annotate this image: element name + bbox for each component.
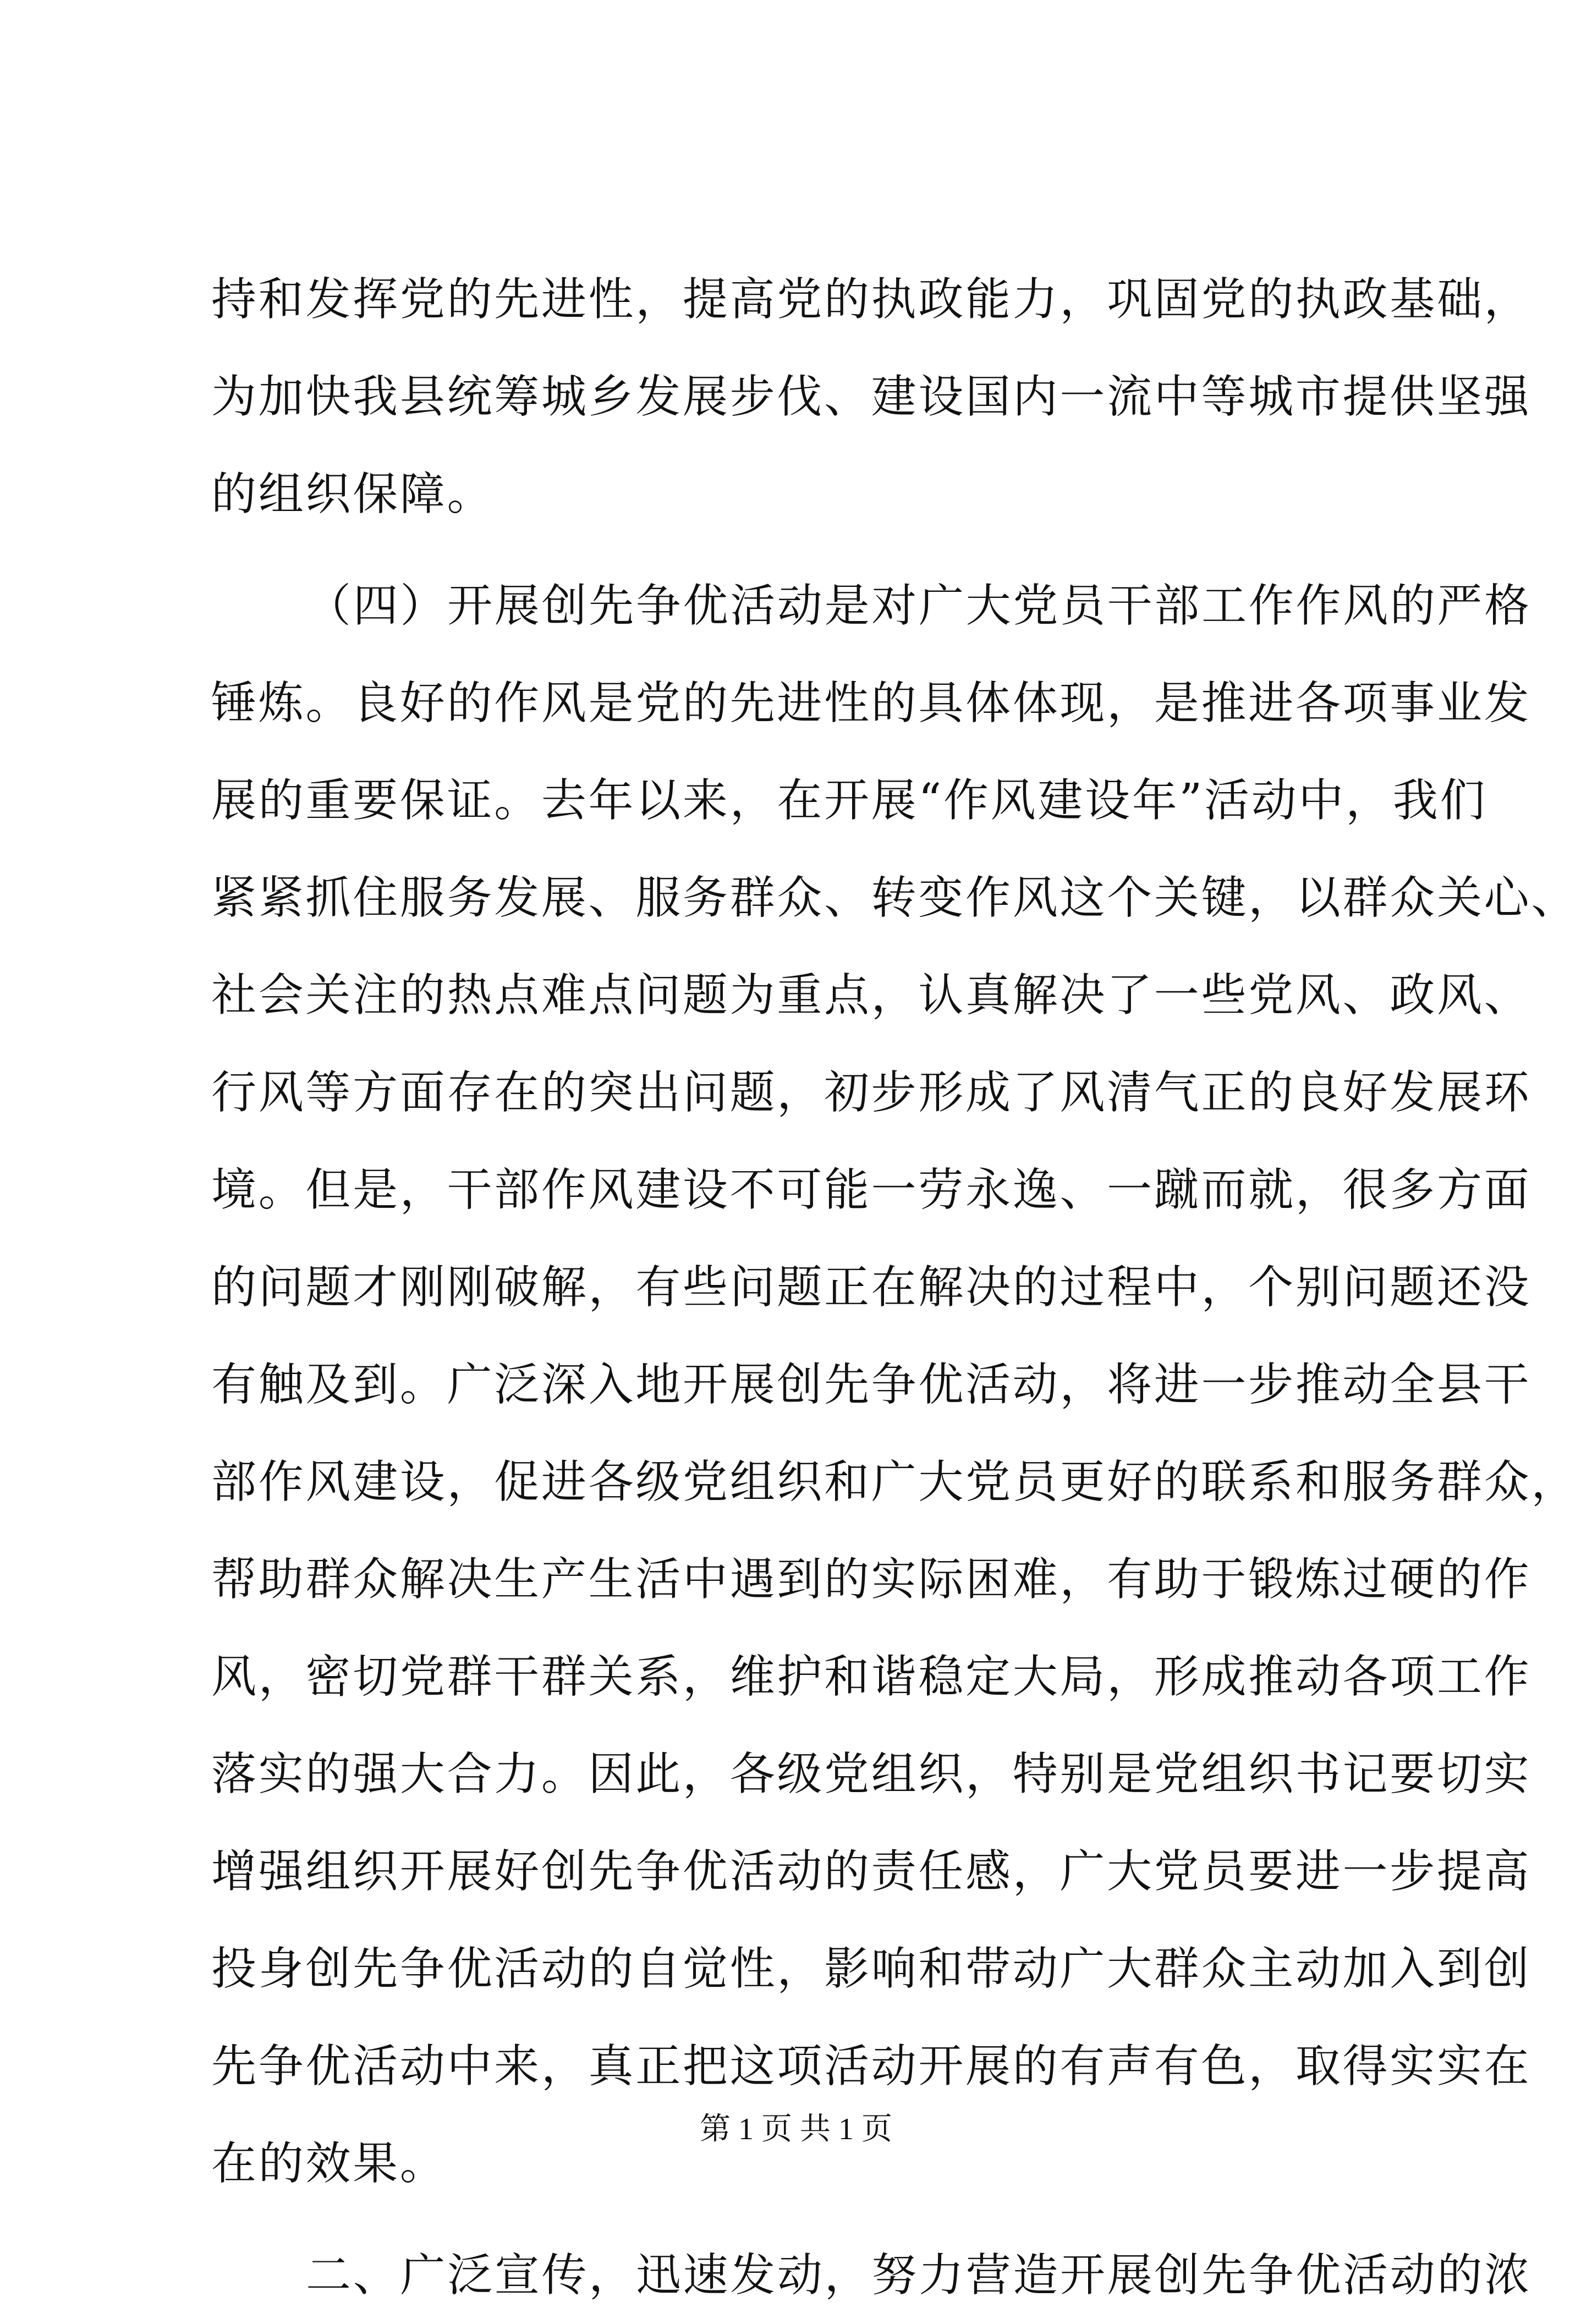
text-line-14: 帮助群众解决生产生活中遇到的实际困难，有助于锻炼过硬的作: [211, 1553, 1531, 1606]
text-line-7: 紧紧抓住服务发展、服务群众、转变作风这个关键，以群众关心、: [211, 872, 1579, 924]
text-line-21: 二、广泛宣传，迅速发动，努力营造开展创先争优活动的浓: [306, 2249, 1531, 2301]
text-line-6: 展的重要保证。去年以来，在开展“作风建设年”活动中，我们: [211, 774, 1487, 827]
text-line-4: （四）开展创先争优活动是对广大党员干部工作作风的严格: [306, 580, 1531, 632]
text-line-18: 投身创先争优活动的自觉性，影响和带动广大群众主动加入到创: [211, 1943, 1531, 1995]
text-line-5: 锤炼。良好的作风是党的先进性的具体体现，是推进各项事业发: [211, 677, 1531, 729]
text-line-8: 社会关注的热点难点问题为重点，认真解决了一些党风、政风、: [211, 969, 1531, 1021]
text-line-3: 的组织保障。: [211, 468, 495, 520]
text-line-11: 的问题才刚刚破解，有些问题正在解决的过程中，个别问题还没: [211, 1261, 1531, 1314]
text-line-17: 增强组织开展好创先争优活动的责任感，广大党员要进一步提高: [211, 1845, 1531, 1898]
text-line-2: 为加快我县统筹城乡发展步伐、建设国内一流中等城市提供坚强: [211, 371, 1531, 423]
paragraph-gap: [211, 543, 1388, 557]
text-line-9: 行风等方面存在的突出问题，初步形成了风清气正的良好发展环: [211, 1067, 1531, 1119]
text-line-1: 持和发挥党的先进性，提高党的执政能力，巩固党的执政基础，: [211, 273, 1531, 326]
text-line-10: 境。但是，干部作风建设不可能一劳永逸、一蹴而就，很多方面: [211, 1164, 1531, 1216]
paragraph-gap: [211, 2212, 1388, 2227]
text-line-12: 有触及到。广泛深入地开展创先争优活动，将进一步推动全县干: [211, 1359, 1531, 1411]
text-line-15: 风，密切党群干群关系，维护和谐稳定大局，形成推动各项工作: [211, 1651, 1531, 1703]
text-line-16: 落实的强大合力。因此，各级党组织，特别是党组织书记要切实: [211, 1748, 1531, 1800]
document-body: [211, 251, 1579, 2324]
text-line-19: 先争优活动中来，真正把这项活动开展的有声有色，取得实实在: [211, 2040, 1531, 2092]
text-line-13: 部作风建设，促进各级党组织和广大党员更好的联系和服务群众，: [211, 1456, 1579, 1508]
text-line-20: 在的效果。: [211, 2138, 447, 2190]
page-number-footer: 第 1 页 共 1 页: [700, 2112, 892, 2146]
